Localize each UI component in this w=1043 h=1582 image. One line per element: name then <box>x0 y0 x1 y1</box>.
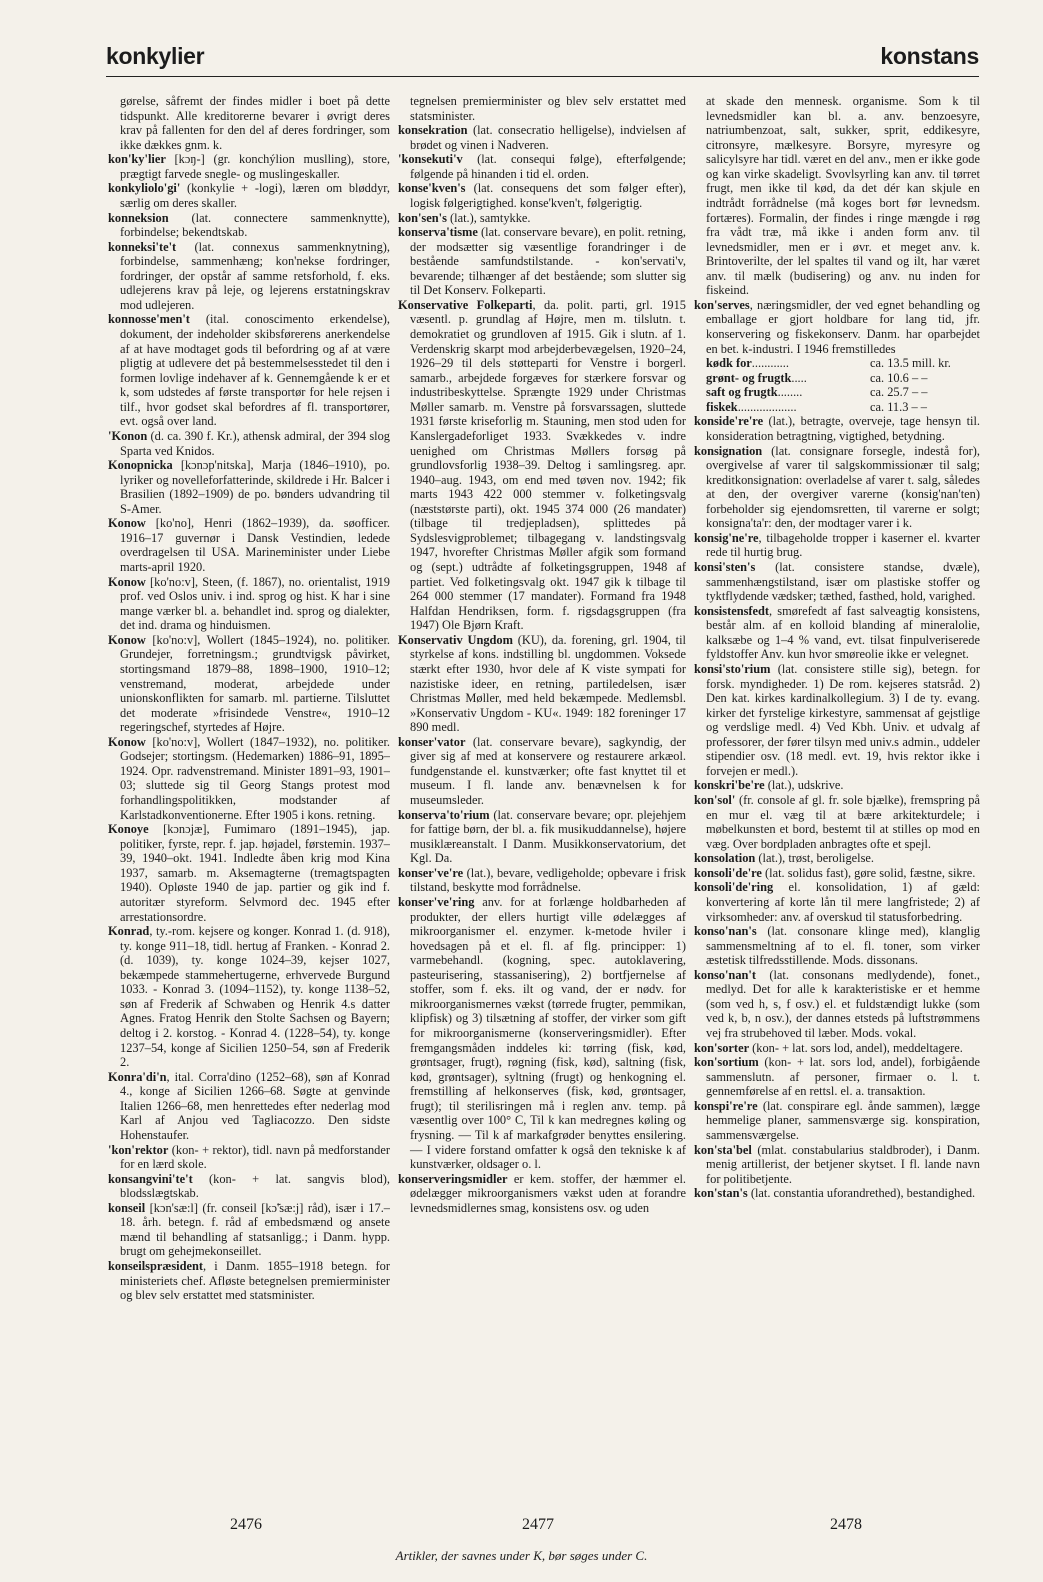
entry-text: , ital. Corra'dino (1252–68), søn af Konrad 4., konge af Sicilien 1266–68. Søgte at genvinde Italien 1266–68, men henrettedes efter nederlag mod Karl af Anjou ved Tagliacozzo. Den sidste Hohenstaufer. <box>120 1069 390 1142</box>
dictionary-entry <box>108 516 390 574</box>
dictionary-entry <box>398 225 686 298</box>
dictionary-entry <box>694 414 980 443</box>
entry-text: (lat. conservare bevare), en polit. retning, der modsætter sig væsentlige forandringer i de bestående samfundstilstande. - kon'servati'v, bevarende; tilhænger af det bestående; som slutter sig til Det Konserv. Folkeparti. <box>410 225 686 298</box>
entry-headword: konspi're're <box>694 1098 758 1113</box>
dictionary-entry <box>398 1172 686 1216</box>
entry-text: (fr. console af gl. fr. sole bjælke), fremspring på en mur el. væg til at bære arkitekturdele; i møbelkunsten et bord, bestemt til at stilles op mod en væg. Over bordpladen anbragtes ofte et spejl. <box>706 793 980 851</box>
entry-text: , smørefedt af fast salveagtig konsistens, består alm. af en kolloid blanding af mineralolie, kalksæbe og 1–4 % vand, evt. tilsat finpulveriserede fyldstoffer Anv. kun hvor smøreolie ikke er velegnet. <box>706 603 980 662</box>
entry-text: (lat. consistere standse, dvæle), sammenhængstilstand, især om plastiske stoffer og tyktflydende vædsker; tæthed, fasthed, hold, varighed. <box>706 560 980 604</box>
entry-text: (lat.), bevare, vedligeholde; opbevare i frisk tilstand, beskytte mod forrådnelse. <box>410 865 686 895</box>
entry-headword: Konoye <box>108 822 149 837</box>
entry-headword: 'Konon <box>108 428 148 443</box>
dictionary-entry <box>694 444 980 531</box>
production-table-dots: ................... <box>737 399 797 414</box>
dictionary-entry <box>108 735 390 822</box>
entry-text: el. konsolidation, 1) af gæld: konvertering af korte lån til mere langfristede; 2) af virksomheder: anv. af overskud til statusforbedring. <box>706 880 980 924</box>
entry-text: [kɔŋ-] (gr. konchýlion muslling), store, prægtigt farvede snegle- og muslingeskaller. <box>120 152 390 181</box>
entry-headword: konso'nan't <box>694 967 756 982</box>
entry-text: er kem. stoffer, der hæmmer el. ødelægger mikroorganismers vækst uden at forandre levnedsmidlernes smag, konsistens osv. og uden <box>410 1171 686 1215</box>
entry-text: (lat. conspirare egl. ånde sammen), lægge hemmelige planer, sammensværge sig. konspiration, sammensværgelse. <box>706 1098 980 1142</box>
production-table-row <box>694 385 980 400</box>
entry-headword: kon'sol' <box>694 793 736 807</box>
production-table-label: fiskek................... <box>706 399 797 414</box>
entry-text: (lat.), betragte, overveje, tage hensyn til. konsideration betragtning, vigtighed, betydning. <box>706 414 980 443</box>
dictionary-entry <box>694 880 980 924</box>
dictionary-entry <box>694 604 980 662</box>
entry-headword: konse'kven's <box>398 181 466 196</box>
page-number-1: 2476 <box>230 1516 262 1533</box>
entry-headword: konsolation <box>694 851 756 866</box>
entry-text: (lat. consecratio helligelse), indvielsen af brødet og vinen i Nadveren. <box>410 123 686 152</box>
entry-headword: kon'sen's <box>398 210 447 225</box>
entry-headword: konneksi'te't <box>108 239 177 254</box>
production-table-value: ca. 10.6 – – <box>870 370 928 385</box>
dictionary-entry <box>694 1186 980 1201</box>
continued-entry <box>108 94 390 152</box>
entry-headword: kon'ky'lier <box>108 152 166 167</box>
dictionary-entry <box>108 1172 390 1201</box>
dictionary-entry <box>694 1055 980 1099</box>
entry-text: , da. polit. parti, grl. 1915 væsentl. p. grundlag af Højre, men m. tilslutn. t. demokratiet og grundloven af 1915. Gik i slutn. af 1. Verdenskrig skarpt mod arbejderbevægelsen, 1920–24, 1926–29 til dels støtteparti for Venstre i borgerl. samarb., arbejdede forgæves for stærkere forsvar og industribeskyttelse. Sprængte 1929 under Christmas Møller samarb. m. Venstre på forsvarssagen, sluttede 1931 første kriseforlig m. Stauning, men stod uden for Kanslergadeforliget 1933. Svækkedes v. indre uenighed om Christmas Møllers forsøg på grundlovsforlig 1938–39. Deltog i samlingsreg. apr. 1940–aug. 1943, om end med tøven nov. 1942; fik marts 1943 422 000 stemmer v. folketingsvalg (næststørste parti), okt. 1945 374 000 (26 mandater) (tilbage til tredjepladsen), splittedes på Sydslesvigproblemet; tilbagegang v. landstingsvalg 1947, hvorefter Christmas Møller afgik som formand og (sept.) udtrådte af folketingsgruppen, 1948 af partiet. Ved folketingsvalg okt. 1947 gik k tilbage til 264 000 stemmer (17 mandater). Formand fra 1948 Halfdan Hendriksen, form. f. rigsdagsgruppen (fra 1947) Ole Bjørn Kraft. <box>410 297 686 633</box>
entry-text: , næringsmidler, der ved egnet behandling og emballage er gjort holdbare for lang tid, jfr. konservering og fiskekonserv. Danm. har oparbejdet en bet. k-industri. I 1946 fremstilledes <box>706 297 980 356</box>
entry-headword: konnosse'men't <box>108 312 190 327</box>
entry-headword: konsignation <box>694 443 763 458</box>
dictionary-entry <box>108 181 390 210</box>
production-table-row <box>694 371 980 386</box>
dictionary-entry <box>108 1259 390 1303</box>
entry-headword: Konra'di'n <box>108 1069 167 1084</box>
entry-headword: konsi'sten's <box>694 560 756 574</box>
entry-headword: konserva'tisme <box>398 225 478 240</box>
dictionary-entry <box>694 866 980 881</box>
entry-text: (lat. connectere sammenknytte), forbindelse; bekendtskab. <box>120 210 390 240</box>
entry-headword: Konow <box>108 632 146 647</box>
dictionary-entry <box>398 808 686 866</box>
entry-headword: konseil <box>108 1200 146 1215</box>
dictionary-entry <box>398 866 686 895</box>
dictionary-entry <box>694 851 980 866</box>
entry-text: (kon- + rektor), tidl. navn på medforstander for en lærd skole. <box>120 1142 390 1172</box>
running-head <box>106 36 979 77</box>
column-1 <box>108 94 390 1514</box>
entry-text: [ko'no:v], Wollert (1845–1924), no. politiker. Grundejer, forretningsm.; grundtvigsk påvirket, stortingsmand 1879–88, 1898–1900, 1910–12; venstremand, moderat, arbejdede under unionskonflikten for samarb. ml. partierne. Tilsluttet det moderate »frisindede Venstre«, 1910–12 regeringschef, styrtedes af Højre. <box>120 632 390 735</box>
entry-headword: Konow <box>108 574 146 589</box>
entry-text: [ko'no:v], Wollert (1847–1932), no. politiker. Godsejer; stortingsm. (Hedemarken) 1886–91, 1895–1924. Opr. radvenstremand. Minister 1891–93, 1901–03; sluttede sig til Georg Stangs protest mod forhandlingspolitikken, modstander af Karlstadkonventionerne. Efter 1905 i kons. retning. <box>120 734 390 822</box>
entry-text: (lat. solidus fast), gøre solid, fæstne, sikre. <box>761 865 976 880</box>
dictionary-entry <box>108 211 390 240</box>
entry-headword: 'kon'rektor <box>108 1142 169 1157</box>
entry-text: (KU), da. forening, grl. 1904, til styrkelse af kons. indstilling bl. ungdommen. Voksede stærkt efter 1930, hvor dele af K viste sympati for nazistiske ideer, en retning, partiledelsen, især Christmas Møller, med held bekæmpede. Medlemsbl. »Konservativ Ungdom - KU«. 1949: 182 foreninger 17 890 medl. <box>410 632 686 735</box>
running-head-right: konstans <box>880 43 979 69</box>
entry-text: (lat. connexus sammenknytning), forbindelse, sammenhæng; kon'nekse fordringer, fordringer, der opstår af samme retsforhold, f. eks. udlejerens krav på leje, og lejerens erstatningskrav mod udlejeren. <box>120 239 390 312</box>
entry-text: , tilbageholde tropper i kaserner el. kvarter rede til hurtig brug. <box>706 530 980 560</box>
entry-text: [kɔn'sæ:l] (fr. conseil [kɔ̃'sæ:j] råd), især i 17.–18. årh. betegn. f. råd af embedsmænd og ansete mænd til behandling af statsanligg.; i Danm. hypp. brugt om gehejmekonseillet. <box>120 1200 390 1259</box>
entry-text: anv. for at forlænge holdbarheden af produkter, der ellers hurtigt ville ødelægges af mikroorganismer el. enzymer. k-metode hviler i hovedsagen på et el. fl. af flg. principper: 1) varmebehandl. (kogning, spec. autoklavering, pasteurisering, stassanisering), 2) bortfjernelse af stoffer, som f. eks. ilt og vand, der er nødv. for mikroorganismernes vækst (tørrede frugter, pemmikan, klipfisk) og 3) tilsætning af stoffer, der virker som gift for mikroorganismerne (konserveringsmidler). Efter fremgangsmåden inddeles ki: tørring (fisk, kød, grøntsager, frugt), røgning (fisk, kød), saltning (fisk, kød, grøntsager), syltning (frugt) og henkogning el. fremstilling af helkonserves (fisk, kød, grøntsager, frugt); til sterilisringen må i reglen anv. temp. på væsentlig over 100° C, Til k kan medregnes køling og frysning. — Til k af markafgrøder benyttes ensilering. — I videre forstand omfatter k også den tekniske k af kunstværker, oldsager o. l. <box>410 894 686 1172</box>
entry-headword: konso'nan's <box>694 924 757 939</box>
production-table-dots: ..... <box>791 370 807 385</box>
entry-text: , ty.-rom. kejsere og konger. Konrad 1. (d. 918), ty. konge 911–18, tidl. hertug af Franken. - Konrad 2. (d. 1039), ty. konge 1024–39, kejser 1027, bekæmpede stammehertugerne, erhvervede Burgund 1033. - Konrad 3. (1094–1152), ty. konge 1138–52, søn af Frederik af Schwaben og Henrik 4.s datter Agnes. Fratog Henrik den Stolte Sachsen og Bayern; deltog i 2. korstog. - Konrad 4. (1228–54), ty. konge 1237–54, konge af Sicilien 1250–54, søn af Frederik 2. <box>120 924 390 1070</box>
entry-text: [kɔnɔp'nitska], Marja (1846–1910), po. lyriker og novelleforfatterinde, skildrede i Hr. Balcer i Brasilien (1892–1909) de po. bønders udvandring til S-Amer. <box>120 458 390 516</box>
production-table <box>694 356 980 414</box>
dictionary-entry <box>398 895 686 1172</box>
entry-headword: konsekration <box>398 123 468 138</box>
dictionary-entry <box>694 531 980 560</box>
entry-headword: Konservativ Ungdom <box>398 632 513 647</box>
dictionary-entry <box>694 968 980 1041</box>
entry-text: (lat. conservare bevare), sagkyndig, der giver sig af med at konservere og restaurere arkæol. fundgenstande el. kunstværker; ofte fast knyttet til et museum. I fl. lande anv. benævnelsen k for museumsleder. <box>410 734 686 807</box>
dictionary-entry <box>108 575 390 633</box>
entry-text: [ko'no], Henri (1862–1939), da. søofficer. 1916–17 guvernør i Dansk Vestindien, ledede overdragelsen til USA. Marineminister under Liebe marts-april 1920. <box>120 516 390 574</box>
entry-text: (mlat. constabularius staldbroder), i Danm. menig artillerist, der betjener skytset. I fl. lande navn for politibetjente. <box>706 1142 980 1186</box>
entry-headword: Konow <box>108 734 146 749</box>
entry-headword: konsoli'de'ring <box>694 880 774 895</box>
entry-text: (konkylie + -logi), læren om bløddyr, særlig om deres skaller. <box>120 181 390 210</box>
entry-text: (lat. consequi følge), efterfølgende; følgende på hinanden i tid el. orden. <box>410 152 686 181</box>
production-table-row <box>694 356 980 371</box>
entry-text: (lat. conservare bevare; opr. plejehjem for fattige børn, der bl. a. fik musikuddannelse), højere musiklæreanstalt. I Danm. Musikkonservatorium, det Kgl. Da. <box>410 807 686 866</box>
dictionary-entry <box>108 312 390 429</box>
entry-text: (ital. conoscimento erkendelse), dokument, der indeholder skibsførerens anerkendelse af at have modtaget gods til befordring og af at være pligtig at udlevere det på bestemmelsesstedet til den i formen lovlige indehaver af k. Gennemgående k er et k, som udstedes af første transportør for hele rejsen i tilf., hvor godset skal befordres af fl. transportører, evt. også over land. <box>120 312 390 429</box>
dictionary-entry <box>108 240 390 313</box>
dictionary-entry <box>398 735 686 808</box>
production-table-value: ca. 25.7 – – <box>870 385 928 400</box>
dictionary-entry <box>108 1143 390 1172</box>
entry-text: [kɔnɔjæ], Fumimaro (1891–1945), jap. politiker, fyrste, repr. f. jap. højadel, førstemin. 1937–39, 1940–okt. 1941. Indledte åben krig mod Kina 1937, samarb. m. Aksemagterne (tremagtspagten 1940). Opløste 1940 de jap. partier og gik ind f. autoritær styreform. Selvmord dec. 1945 efter arrestationsordre. <box>120 822 390 924</box>
dictionary-entry <box>694 793 980 851</box>
dictionary-entry <box>398 123 686 152</box>
entry-headword: 'konsekuti'v <box>398 152 463 167</box>
entry-text: at skade den mennesk. organisme. Som k til levnedsmidler kan bl. a. anv. benzoesyre, natriumbenzoat, salt, sukker, sprit, eddikesyre, citronsyre, mælkesyre. Borsyre, myresyre og salicylsyre har tidl. været en del anv., men er ikke gode og kan virke skadeligt. Svovlsyrling kan anv. til tørret frugt, men ikke til kød, da det dér kan skjule en indtrådt forrådnelse (må koges bort før levnedsm. fortæres). Formalin, der findes i ringe mængde i røg fra vådt træ, må ikke i anden form anv. til levnedsmidler, men er i øvr. et meget anv. k. Brintoverilte, der lel spaltes til vand og ilt, har været anv. til mælk (budisering) og anv. nu inden for fiskeind. <box>706 94 980 298</box>
entry-headword: konsi'sto'rium <box>694 661 771 676</box>
entry-text: (kon- + lat. sors lod, andel), forbigående sammenslutn. af personer, firmaer o. l. t. gennemførelse af en rettsl. el. a. transaktion. <box>706 1055 980 1099</box>
entry-headword: konser've're <box>398 865 464 880</box>
entry-headword: kon'sta'bel <box>694 1142 752 1157</box>
entry-headword: kon'sorter <box>694 1040 750 1055</box>
entry-headword: konseilspræsident <box>108 1259 204 1273</box>
page-number-3: 2478 <box>830 1516 862 1533</box>
dictionary-entry <box>694 1041 980 1056</box>
dictionary-entry <box>398 298 686 633</box>
dictionary-entry <box>108 429 390 458</box>
entry-headword: kon'stan's <box>694 1186 748 1201</box>
dictionary-entry <box>108 458 390 516</box>
production-table-value: ca. 13.5 mill. kr. <box>870 356 951 371</box>
entry-headword: konserveringsmidler <box>398 1171 508 1186</box>
entry-headword: Konrad <box>108 924 150 939</box>
production-table-label: grønt- og frugtk..... <box>706 370 807 385</box>
dictionary-entry <box>398 211 686 226</box>
dictionary-entry <box>694 924 980 968</box>
production-table-dots: ............ <box>751 356 789 371</box>
dictionary-entry <box>108 633 390 735</box>
dictionary-entry <box>108 1070 390 1143</box>
entry-text: (lat.), trøst, beroligelse. <box>755 851 875 866</box>
footnote: Artikler, der savnes under K, bør søges under C. <box>395 1548 648 1563</box>
entry-headword: konsoli'de're <box>694 865 762 880</box>
entry-headword: konskri'be're <box>694 778 765 793</box>
dictionary-entry <box>694 662 980 779</box>
entry-headword: Konopnicka <box>108 458 173 473</box>
entry-headword: Konservative Folkeparti <box>398 297 533 312</box>
dictionary-entry <box>108 1201 390 1259</box>
dictionary-entry <box>108 924 390 1070</box>
entry-headword: Konow <box>108 516 146 531</box>
entry-headword: konkyliolo'gi' <box>108 181 181 196</box>
entry-text: (kon- + lat. sangvis blod), blodsslægtskab. <box>120 1171 390 1201</box>
running-head-left: konkylier <box>106 43 205 69</box>
dictionary-entry <box>694 778 980 793</box>
column-2 <box>398 94 686 1514</box>
column-3 <box>694 94 980 1514</box>
dictionary-entry <box>398 181 686 210</box>
entry-headword: konsangvini'te't <box>108 1171 193 1186</box>
entry-text: (lat.), udskrive. <box>764 778 844 793</box>
entry-text: [ko'no:v], Steen, (f. 1867), no. orientalist, 1919 prof. ved Oslos univ. i ind. sprog og hist. K har i sine mange værker bl. a. behandlet ind. sprog og dialekter, det ind. drama og hinduismen. <box>120 574 390 633</box>
production-table-label: saft og frugtk........ <box>706 385 803 400</box>
entry-headword: konsistensfedt <box>694 603 770 618</box>
dictionary-entry <box>694 298 980 356</box>
entry-text: (lat. consignare forsegle, indestå for), overgivelse af varer til salgskommissionær til salg; kreditkonsignation: overladelse af varer t. salg, således at den, der overgiver varerne (konsig'nan'ten) forbeholder sig ejendomsretten, til varerne er solgt; konsigna'ta'r: den, der modtager varer i k. <box>706 443 980 531</box>
entry-text: (kon- + lat. sors lod, andel), meddeltagere. <box>749 1040 963 1055</box>
entry-text: (lat. consequens det som følger efter), logisk følgerigtighed. konse'kven't, følgerigtig. <box>410 181 686 210</box>
entry-headword: konsig'ne're <box>694 530 759 545</box>
entry-headword: konneksion <box>108 210 169 225</box>
entry-headword: konside're're <box>694 414 764 429</box>
production-table-dots: ........ <box>777 385 803 400</box>
entry-text: gørelse, såfremt der findes midler i boet på dette tidspunkt. Alle kreditorerne bevarer i øvrigt deres krav på fallenten for den del af deres fordringer, som ikke dækkes gnm. k. <box>120 94 390 152</box>
entry-headword: kon'serves <box>694 297 750 312</box>
dictionary-entry <box>398 633 686 735</box>
entry-headword: kon'sortium <box>694 1055 759 1070</box>
dictionary-entry <box>398 152 686 181</box>
production-table-label: kødk for............ <box>706 356 789 371</box>
entry-text: (lat. constantia uforandrethed), bestandighed. <box>747 1186 976 1201</box>
entry-text: (d. ca. 390 f. Kr.), athensk admiral, der 394 slog Sparta ved Knidos. <box>120 428 390 458</box>
dictionary-entry <box>108 152 390 181</box>
production-table-row <box>694 400 980 415</box>
entry-text: (lat. consonare klinge med), klanglig sammensmeltning af to el. fl. toner, som virker æstetisk tilfredsstillende. Mods. dissonans. <box>706 924 980 968</box>
entry-text: tegnelsen premierminister og blev selv erstattet med statsminister. <box>410 94 686 123</box>
entry-text: , i Danm. 1855–1918 betegn. for ministeriets chef. Afløste betegnelsen premierminister og blev selv erstattet med statsminister. <box>120 1259 390 1303</box>
entry-text: (lat. consonans medlydende), fonet., medlyd. Det for alle k karakteristiske er et hemme (som ved h, s, f osv.) el. et fuldstændigt lukke (som ved k, b, n osv.), der dannes etsteds på luftstrømmens vej fra strubehoved til læber. Mods. vokal. <box>706 967 980 1040</box>
dictionary-entry <box>694 1143 980 1187</box>
entry-headword: konserva'to'rium <box>398 807 490 822</box>
entry-text: (lat.), samtykke. <box>446 210 531 225</box>
production-table-value: ca. 11.3 – – <box>870 399 928 414</box>
entry-headword: konser've'ring <box>398 894 475 909</box>
dictionary-entry <box>694 560 980 604</box>
continued-entry <box>694 94 980 298</box>
continued-entry <box>398 94 686 123</box>
entry-text: (lat. consistere stille sig), betegn. for forsk. myndigheder. 1) De rom. kejseres statsråd. 2) Den kat. kirkes kardinalkollegium. 3) I de ty. evang. kirker det fyrstelige kirkestyre, sammensat af gejstlige og verdslige medl. 4) Ved Kbh. Univ. et udvalg af professorer, der fører tilsyn med univ.s admin., uddeler stipendier osv. (18 medl. evt. 19, hvis rektor ikke i forvejen er medl.). <box>706 661 980 778</box>
entry-headword: konser'vator <box>398 734 466 749</box>
dictionary-entry <box>694 1099 980 1143</box>
page-number-2: 2477 <box>522 1516 554 1533</box>
dictionary-entry <box>108 822 390 924</box>
